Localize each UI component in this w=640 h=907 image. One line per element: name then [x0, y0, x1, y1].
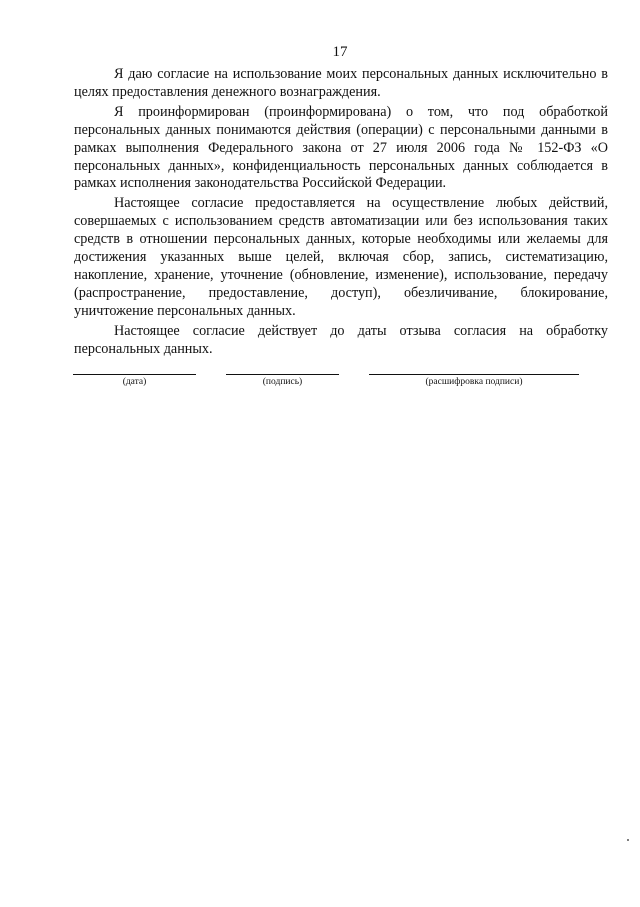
transcript-line	[369, 374, 579, 375]
document-body	[74, 66, 608, 361]
date-label: (дата)	[122, 377, 147, 387]
signature-block	[0, 362, 640, 402]
transcript-label: (расшифровка подписи)	[425, 377, 523, 387]
paragraph-informed: Я проинформирован (проинформирована) о том, что под обработкой персональных данных понимаются действия (операции) с персональными данными в рамках выполнения Федерального закона от 27 июля 2006 года № 152-ФЗ «О персональных данных», конфиденциальность персональных данных соблюдается в рамках исполнения законодательства Российской Федерации.	[74, 103, 608, 192]
paragraph-consent-purpose: Я даю согласие на использование моих персональных данных исключительно в целях предоставления денежного вознаграждения.	[74, 66, 608, 100]
signature-label: (подпись)	[262, 377, 303, 387]
paragraph-validity: Настоящее согласие действует до даты отзыва согласия на обработку персональных данных.	[74, 322, 608, 357]
paragraph-actions-scope: Настоящее согласие предоставляется на осуществление любых действий, совершаемых с использованием средств автоматизации или без использования таких средств в отношении персональных данных, которые необходимы или желаемы для достижения указанных выше целей, включая сбор, запись, систематизацию, накопление, хранение, уточнение (обновление, изменение), использование, передачу (распространение, предоставление, доступ), обезличивание, блокирование, уничтожение персональных данных.	[74, 195, 608, 319]
signature-line	[226, 374, 339, 375]
date-line	[73, 374, 196, 375]
page-number: 17	[332, 44, 348, 60]
scan-dot	[627, 839, 629, 841]
